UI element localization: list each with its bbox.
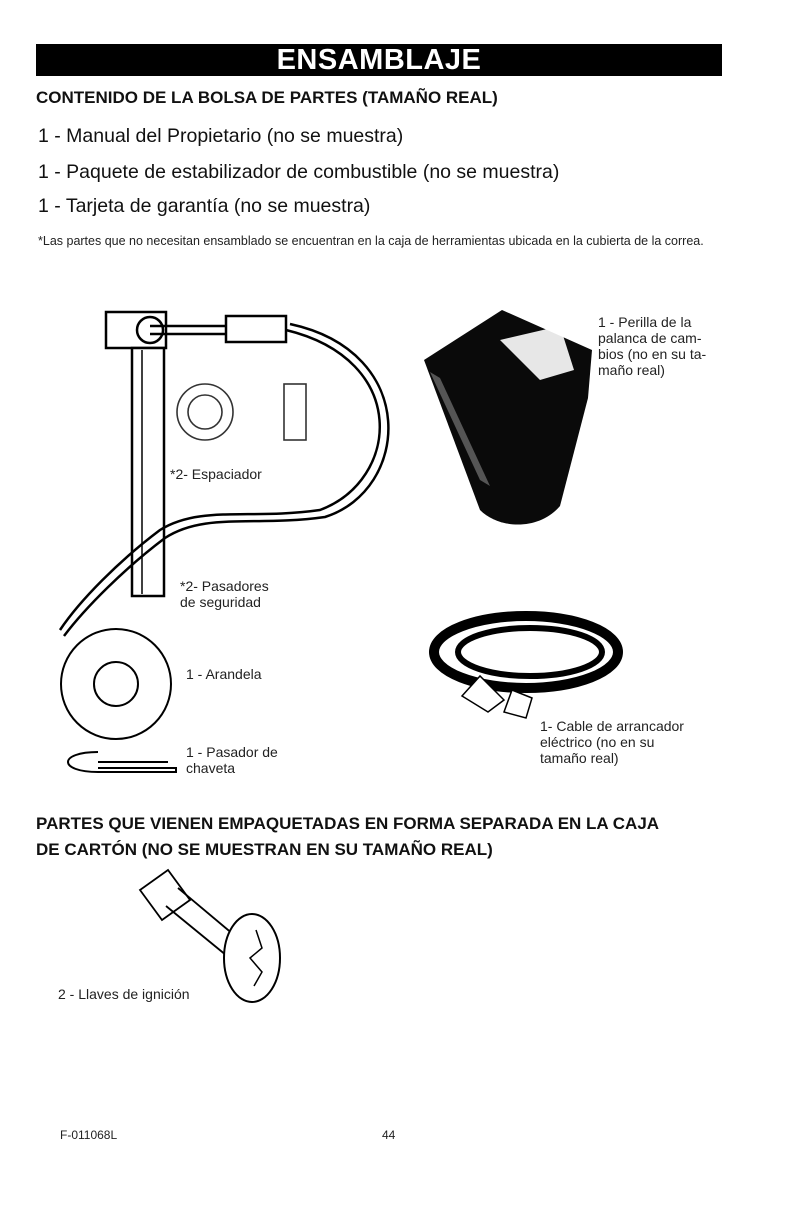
- shift-knob-label: bios (no en su ta-: [598, 346, 707, 362]
- document-code: F-011068L: [60, 1128, 118, 1142]
- shift-knob-illustration: [424, 310, 592, 525]
- page-number: 44: [382, 1128, 396, 1142]
- shift-knob-label: palanca de cam-: [598, 330, 702, 346]
- ignition-keys-label: 2 - Llaves de ignición: [58, 986, 190, 1002]
- lock-pins-label: *2- Pasadores: [180, 578, 269, 594]
- washer-label: 1 - Arandela: [186, 666, 262, 682]
- cotter-pin-label: 1 - Pasador de: [186, 744, 278, 760]
- separate-parts-heading: DE CARTÓN (NO SE MUESTRAN EN SU TAMAÑO REAL): [36, 840, 493, 859]
- parts-note: *Las partes que no necesitan ensamblado se encuentran en la caja de herramientas ubicada en la cubierta de la correa.: [38, 234, 704, 248]
- shift-knob-label: maño real): [598, 362, 665, 378]
- starter-cord-label: 1- Cable de arrancador: [540, 718, 684, 734]
- starter-cord-label: tamaño real): [540, 750, 619, 766]
- spacer-illustration: [177, 384, 306, 440]
- section-title-bar: ENSAMBLAJE: [36, 44, 722, 76]
- cotter-pin-label: chaveta: [186, 760, 236, 776]
- separate-parts-heading: PARTES QUE VIENEN EMPAQUETADAS EN FORMA SEPARADA EN LA CAJA: [36, 814, 660, 833]
- starter-cord-label: eléctrico (no en su: [540, 734, 655, 750]
- bag-contents-heading: CONTENIDO DE LA BOLSA DE PARTES (TAMAÑO REAL): [36, 88, 498, 107]
- list-item: 1 - Manual del Propietario (no se muestra): [38, 125, 404, 147]
- lock-pins-label: de seguridad: [180, 594, 261, 610]
- washer-illustration: [61, 629, 171, 739]
- spacer-label: *2- Espaciador: [170, 466, 262, 482]
- ignition-key-illustration: [140, 870, 280, 1002]
- starter-cord-illustration: [434, 616, 618, 718]
- list-item: 1 - Paquete de estabilizador de combustible (no se muestra): [38, 161, 560, 183]
- shift-knob-label: 1 - Perilla de la: [598, 314, 692, 330]
- list-item: 1 - Tarjeta de garantía (no se muestra): [38, 195, 371, 217]
- cotter-pin-illustration: [68, 752, 176, 772]
